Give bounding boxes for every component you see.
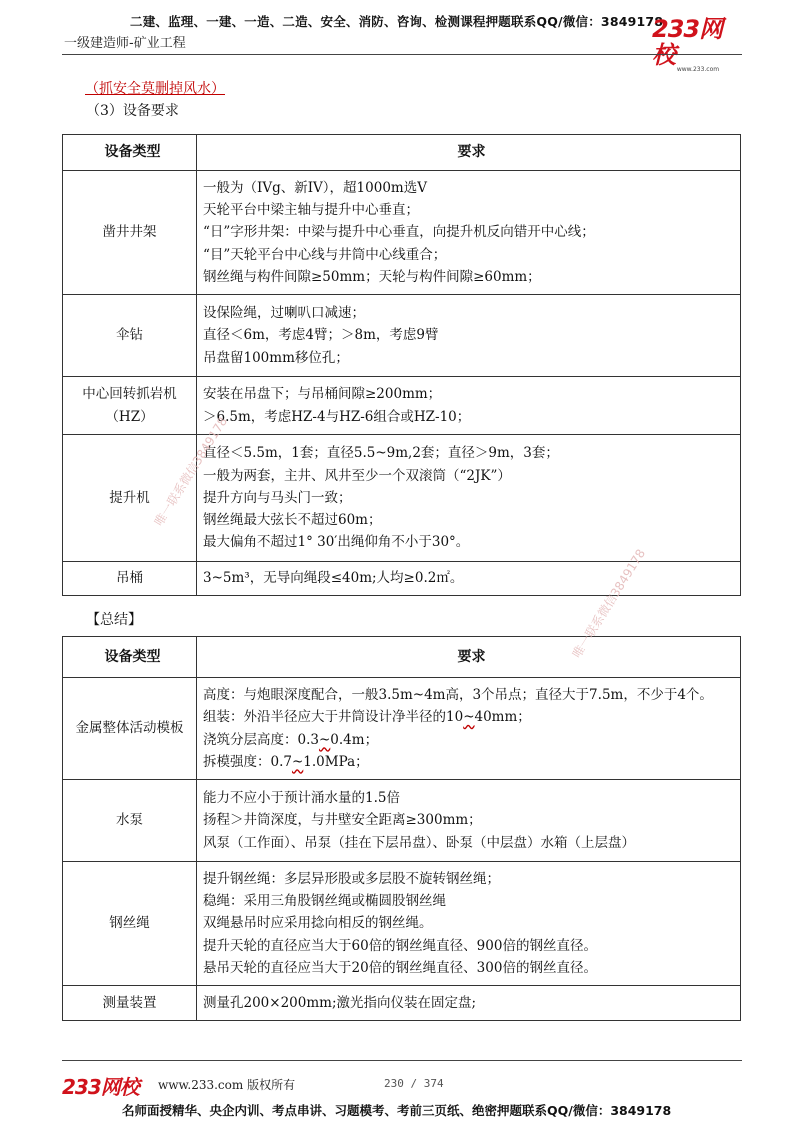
- table-row: [63, 862, 741, 986]
- requirement-line: 提升方向与马头门一致；: [203, 489, 352, 506]
- logo-text: 233网校: [652, 15, 723, 69]
- footer-divider: [62, 1060, 742, 1061]
- requirement-line: 风泵（工作面）、吊泵（挂在下层吊盘）、卧泵（中层盘）水箱（上层盘）: [203, 834, 635, 851]
- requirement-line: 能力不应小于预计涌水量的1.5倍: [203, 790, 400, 807]
- cell-requirement: [197, 295, 741, 377]
- line-text: 40mm；: [474, 709, 531, 726]
- table-header-row: [63, 637, 741, 678]
- footer-copyright: www.233.com 版权所有: [158, 1078, 296, 1092]
- requirement-line: 稳绳：采用三角股钢丝绳或椭圆股钢丝绳: [203, 893, 446, 910]
- cell-requirement: [197, 986, 741, 1021]
- table-row: [63, 780, 741, 862]
- wavy-mark: ~: [318, 731, 331, 748]
- requirement-line: 直径＜6m，考虑4臂；＞8m，考虑9臂: [203, 327, 439, 344]
- requirement-line: 双绳悬吊时应采用捻向相反的钢丝绳。: [203, 915, 433, 932]
- line-text: 组装：外沿半径应大于井筒设计净半径的10: [203, 709, 464, 726]
- table-header-row: [63, 135, 741, 171]
- requirement-line: 钢丝绳最大弦长不超过60m；: [203, 512, 382, 529]
- cell-requirement: [197, 862, 741, 986]
- table-row: [63, 295, 741, 377]
- cell-type: 测量装置: [63, 986, 197, 1021]
- requirement-line: 高度：与炮眼深度配合，一般3.5m~4m高，3个吊点；直径大于7.5m，不少于4个。: [203, 687, 713, 704]
- column-header-requirement: 要求: [197, 135, 741, 171]
- column-header-type: 设备类型: [63, 637, 197, 678]
- wavy-mark: ~: [291, 753, 304, 770]
- line-text: 拆模强度：0.7: [203, 753, 292, 770]
- requirement-line: 直径＜5.5m，1套；直径5.5~9m,2套；直径＞9m，3套；: [203, 445, 559, 462]
- requirement-line: [203, 751, 740, 773]
- wavy-mark: ~: [463, 709, 475, 726]
- requirement-line: 扬程＞井筒深度，与井壁安全距离≥300mm；: [203, 812, 482, 829]
- watermark: 唯一联系微信3849178: [569, 546, 649, 661]
- summary-table: [62, 636, 741, 1021]
- cell-type: 伞钻: [63, 295, 197, 377]
- cell-type: 中心回转抓岩机（HZ）: [63, 377, 197, 435]
- table-row: [63, 171, 741, 295]
- summary-heading: 【总结】: [86, 612, 142, 628]
- requirement-line: 悬吊天轮的直径应当大于20倍的钢丝绳直径、300倍的钢丝直径。: [203, 959, 597, 976]
- requirement-line: [203, 729, 740, 751]
- requirement-line: 吊盘留100mm移位孔；: [203, 349, 349, 366]
- cell-type: 吊桶: [63, 562, 197, 596]
- requirement-line: 测量孔200×200mm;激光指向仪装在固定盘;: [203, 994, 477, 1011]
- header-subject: 一级建造师-矿业工程: [64, 36, 186, 51]
- requirement-line: 一般为（IVg、新IV），超1000m选V: [203, 179, 427, 196]
- section-heading: （3）设备要求: [86, 103, 179, 119]
- watermark: 唯一联系微信3849178: [151, 414, 231, 529]
- requirement-line: 安装在吊盘下；与吊桶间隙≥200mm；: [203, 386, 442, 403]
- cell-type: 提升机: [63, 435, 197, 562]
- cell-type: 水泵: [63, 780, 197, 862]
- requirement-line: 一般为两套，主井、风井至少一个双滚筒（“2JK”）: [203, 467, 511, 484]
- requirement-line: 设保险绳，过喇叭口减速；: [203, 305, 365, 322]
- brand-logo: [652, 15, 744, 73]
- table-row: [63, 377, 741, 435]
- requirement-line: 天轮平台中梁主轴与提升中心垂直；: [203, 202, 419, 219]
- table-row: [63, 678, 741, 780]
- requirement-line: “日”字形井架：中梁与提升中心垂直，向提升机反向错开中心线；: [203, 224, 595, 241]
- cell-requirement: [197, 171, 741, 295]
- requirement-line: [203, 706, 740, 728]
- requirement-line: 3~5m³，无导向绳段≤40m;人均≥0.2㎡。: [203, 570, 464, 587]
- table-row: [63, 986, 741, 1021]
- footer-promo-text: 名师面授精华、央企内训、考点串讲、习题模考、考前三页纸、绝密押题联系QQ/微信：3849178: [122, 1103, 672, 1118]
- header-promo-text: 二建、监理、一建、一造、二造、安全、消防、咨询、检测课程押题联系QQ/微信：3849178: [130, 14, 664, 29]
- footer-logo: 233网校: [62, 1075, 139, 1099]
- requirement-line: 提升天轮的直径应当大于60倍的钢丝绳直径、900倍的钢丝直径。: [203, 937, 597, 954]
- requirement-line: 钢丝绳与构件间隙≥50mm；天轮与构件间隙≥60mm；: [203, 268, 541, 285]
- cell-requirement: [197, 435, 741, 562]
- cell-type: 金属整体活动模板: [63, 678, 197, 780]
- header-divider: [62, 54, 742, 55]
- cell-type: 钢丝绳: [63, 862, 197, 986]
- cell-type: 凿井井架: [63, 171, 197, 295]
- requirement-line: 最大偏角不超过1° 30′出绳仰角不小于30°。: [203, 534, 470, 551]
- column-header-type: 设备类型: [63, 135, 197, 171]
- cell-requirement: [197, 377, 741, 435]
- requirement-line: 提升钢丝绳：多层异形股或多层股不旋转钢丝绳；: [203, 870, 500, 887]
- column-header-requirement: 要求: [197, 637, 741, 678]
- requirement-line: “目”天轮平台中心线与井筒中心线重合；: [203, 246, 447, 263]
- line-text: 0.4m；: [330, 731, 379, 748]
- line-text: 1.0MPa；: [303, 753, 369, 770]
- cell-requirement: [197, 678, 741, 780]
- cell-requirement: [197, 780, 741, 862]
- red-note: （抓安全莫删掉风水）: [85, 81, 225, 97]
- cell-requirement: [197, 562, 741, 596]
- page-number: 230 / 374: [384, 1077, 444, 1090]
- requirement-line: ＞6.5m，考虑HZ-4与HZ-6组合或HZ-10；: [203, 408, 471, 425]
- logo-site: www.233.com: [676, 66, 720, 73]
- line-text: 浇筑分层高度：0.3: [203, 731, 319, 748]
